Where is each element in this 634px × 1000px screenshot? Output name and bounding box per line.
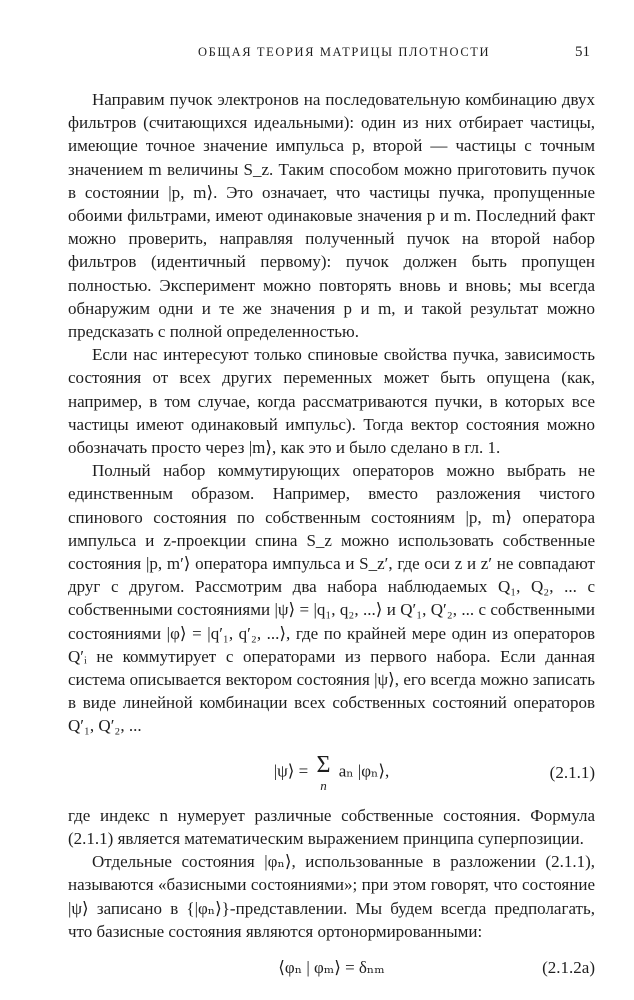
page-body <box>68 88 595 987</box>
paragraph-3: Полный набор коммутирующих операторов можно выбрать не единственным образом. Например, вместо разложения чистого спинового состояния по собственным состояниям |p, m⟩ оператора импульса и z-проекции спина S_z можно использовать собственные состояния |p, m′⟩ оператора импульса и S_z′, где оси z и z′ не совпадают друг с другом. Рассмотрим два набора наблюдаемых Q₁, Q₂, ... с собственными состояниями |ψ⟩ = |q₁, q₂, ...⟩ и Q′₁, Q′₂, ... с собственными состояниями |φ⟩ = |q′₁, q′₂, ...⟩, где по крайней мере один из операторов Q′ᵢ не коммутирует с операторами из первого набора. Если данная система описывается вектором состояния |ψ⟩, его всегда можно записать в виде линейной комбинации всех собственных состояний операторов Q′₁, Q′₂, ... <box>68 461 595 736</box>
equation-formula <box>68 753 595 792</box>
sum-sign: Σ <box>316 752 331 779</box>
equation-lhs: |ψ⟩ = <box>273 761 309 781</box>
page-header <box>68 44 594 61</box>
summation <box>316 753 330 792</box>
equation-label: (2.1.2a) <box>542 958 595 978</box>
equation-label: (2.1.1) <box>549 763 595 783</box>
page-number: 51 <box>575 44 590 60</box>
paragraph-1: Направим пучок электронов на последовательную комбинацию двух фильтров (считающихся идеальными): один из них отбирает частицы, имеющие точное значение импульса p, второй — частицы с точным значением m величины S_z. Таким способом можно приготовить пучок в состоянии |p, m⟩. Это означает, что частицы пучка, пропущенные обоими фильтрами, имеют одинаковые значения p и m. Последний факт можно проверить, направляя полученный пучок на второй набор фильтров (идентичный первому): пучок должен быть пропущен полностью. Эксперимент можно повторять вновь и вновь; мы всегда обнаружим одни и те же значения p и m, и такой результат можно предсказать с полной определенностью. <box>68 90 595 342</box>
equation-2-1-2a <box>68 949 595 987</box>
equation-formula: ⟨φₙ | φₘ⟩ = δₙₘ <box>278 958 385 978</box>
equation-rhs: aₙ |φₙ⟩, <box>338 761 390 781</box>
paragraph-4: где индекс n нумерует различные собственные состояния. Формула (2.1.1) является математическим выражением принципа суперпозиции. <box>68 805 595 848</box>
running-title: ОБЩАЯ ТЕОРИЯ МАТРИЦЫ ПЛОТНОСТИ <box>198 45 491 59</box>
paragraph-2: Если нас интересуют только спиновые свойства пучка, зависимость состояния от всех других переменных может быть опущена (как, например, в том случае, когда рассматриваются пучки, в которых все частицы имеют одинаковый импульс). Тогда вектор состояния можно обозначать просто через |m⟩, как это и было сделано в гл. 1. <box>68 345 595 458</box>
sum-index: n <box>320 778 327 794</box>
equation-2-1-1 <box>68 742 595 804</box>
paragraph-5: Отдельные состояния |φₙ⟩, использованные в разложении (2.1.1), называются «базисными состояниями»; при этом говорят, что состояние |ψ⟩ записано в {|φₙ⟩}-представлении. Мы будем всегда предполагать, что базисные состояния являются ортонормированными: <box>68 852 595 941</box>
